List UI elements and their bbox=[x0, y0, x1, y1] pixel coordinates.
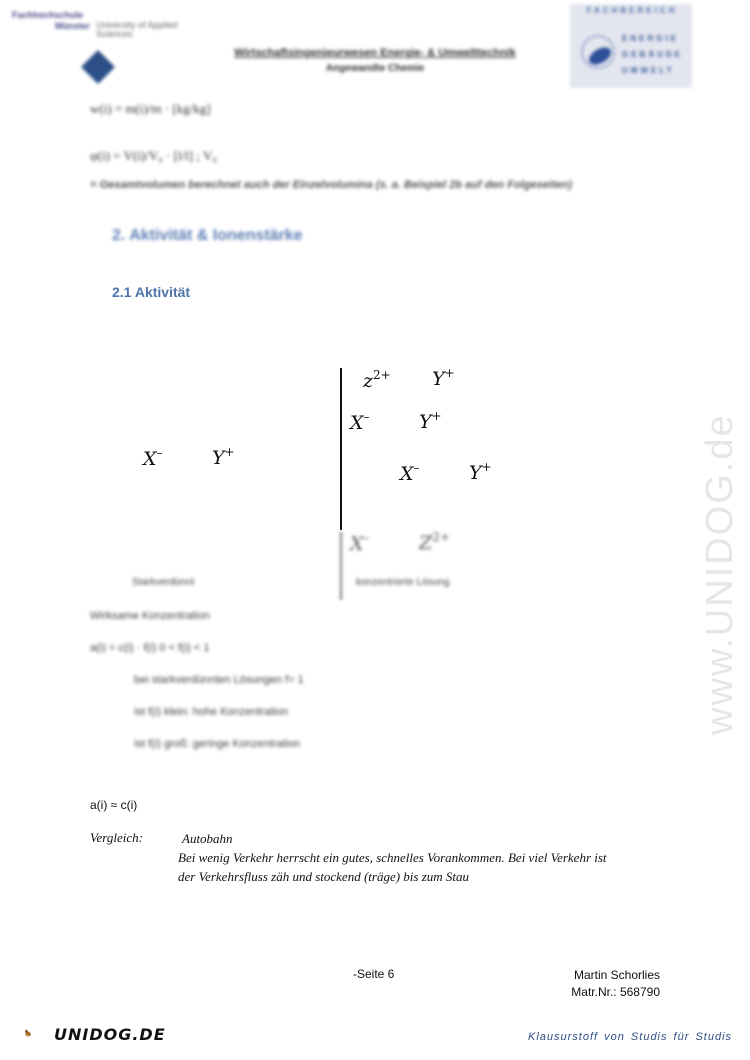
svg-text:www.UNIDOG.de: www.UNIDOG.de bbox=[699, 413, 741, 735]
footer-slogan: Klausurstoff von Studis für Studis bbox=[528, 1031, 733, 1043]
comparison-label: Vergleich: bbox=[90, 830, 143, 845]
author-block bbox=[560, 967, 660, 1001]
ion-x-minus-left: X– bbox=[143, 446, 163, 470]
volume-fraction-formula: φ(i) = V(i)/V₀ · [l/l] ; V₀ bbox=[90, 148, 217, 163]
page-number: -Seite 6 bbox=[353, 967, 395, 981]
ion-y-plus-left: Y+ bbox=[212, 445, 235, 469]
comparison-title: Autobahn bbox=[182, 831, 233, 846]
mass-fraction-formula: w(i) = m(i)/m · [kg/kg] bbox=[90, 101, 211, 116]
ion-x-minus-row2: X– bbox=[350, 410, 370, 434]
school-name: Fachhochschule bbox=[12, 10, 84, 20]
effective-concentration-text: Wirksame Konzentration bbox=[90, 610, 210, 622]
large-f-note: ist f(i) groß: geringe Konzentration bbox=[134, 738, 301, 750]
unidog-dog-icon bbox=[24, 1015, 56, 1051]
department-label: FACHBEREICH bbox=[586, 6, 678, 15]
department-line-umwelt: UMWELT bbox=[622, 66, 675, 75]
small-f-note: ist f(i) klein: hohe Konzentration bbox=[134, 706, 289, 718]
matriculation-number: Matr.Nr.: 568790 bbox=[571, 985, 660, 999]
subsection-heading: 2.1 Aktivität bbox=[112, 284, 191, 300]
school-subtitle: University of Applied Sciences bbox=[96, 20, 178, 39]
ion-z-2plus-row1: $z^{2+}$ bbox=[363, 368, 391, 392]
comparison-line-2: der Verkehrsfluss zäh und stockend (träge) bis zum Stau bbox=[178, 869, 470, 884]
ion-y-plus-row2: Y+ bbox=[419, 409, 442, 433]
ion-x-minus-row3: X– bbox=[400, 461, 420, 485]
course-subtitle: Angewandte Chemie bbox=[325, 63, 425, 74]
approximation-formula: a(i) ≈ c(i) bbox=[90, 798, 138, 812]
total-volume-note: = Gesamtvolumen berechnet auch der Einzelvolumina (s. a. Beispiel 2b auf den Folgeseiten) bbox=[90, 179, 572, 191]
section-heading: 2. Aktivität & Ionenstärke bbox=[112, 227, 303, 244]
ion-z-2plus-row4: $Z^{2+}$ bbox=[419, 530, 450, 554]
author-name: Martin Schorlies bbox=[573, 968, 660, 982]
school-logo-icon bbox=[81, 50, 115, 84]
ion-x-minus-row4: X– bbox=[350, 531, 370, 555]
activity-formula: a(i) = c(i) · f(i) 0 < f(i) < 1 bbox=[90, 642, 210, 654]
caption-dilute: Starkverdünnt bbox=[132, 577, 195, 588]
dilute-solution-note: bei starkverdünnten Lösungen f= 1 bbox=[134, 674, 304, 686]
comparison-line-1: Bei wenig Verkehr herrscht ein gutes, schnelles Vorankommen. Bei viel Verkehr ist bbox=[178, 850, 607, 865]
school-city: Münster bbox=[55, 21, 91, 31]
course-title: Wirtschaftsingenieurwesen Energie- & Umwelttechnik bbox=[234, 47, 516, 59]
department-line-energie: ENERGIE bbox=[622, 34, 680, 43]
unidog-brand[interactable]: UNIDOG.DE bbox=[54, 1025, 166, 1044]
department-globe-icon bbox=[578, 32, 618, 72]
solution-divider-line-faded bbox=[339, 532, 343, 600]
department-line-gebaeude: GEBÄUDE bbox=[622, 50, 684, 59]
solution-divider-line bbox=[340, 368, 342, 530]
caption-concentrated: konzentrierte Lösung bbox=[356, 577, 450, 588]
ion-y-plus-row1: Y+ bbox=[432, 366, 455, 390]
ion-y-plus-row3: Y+ bbox=[469, 460, 492, 484]
watermark-text bbox=[688, 270, 748, 740]
